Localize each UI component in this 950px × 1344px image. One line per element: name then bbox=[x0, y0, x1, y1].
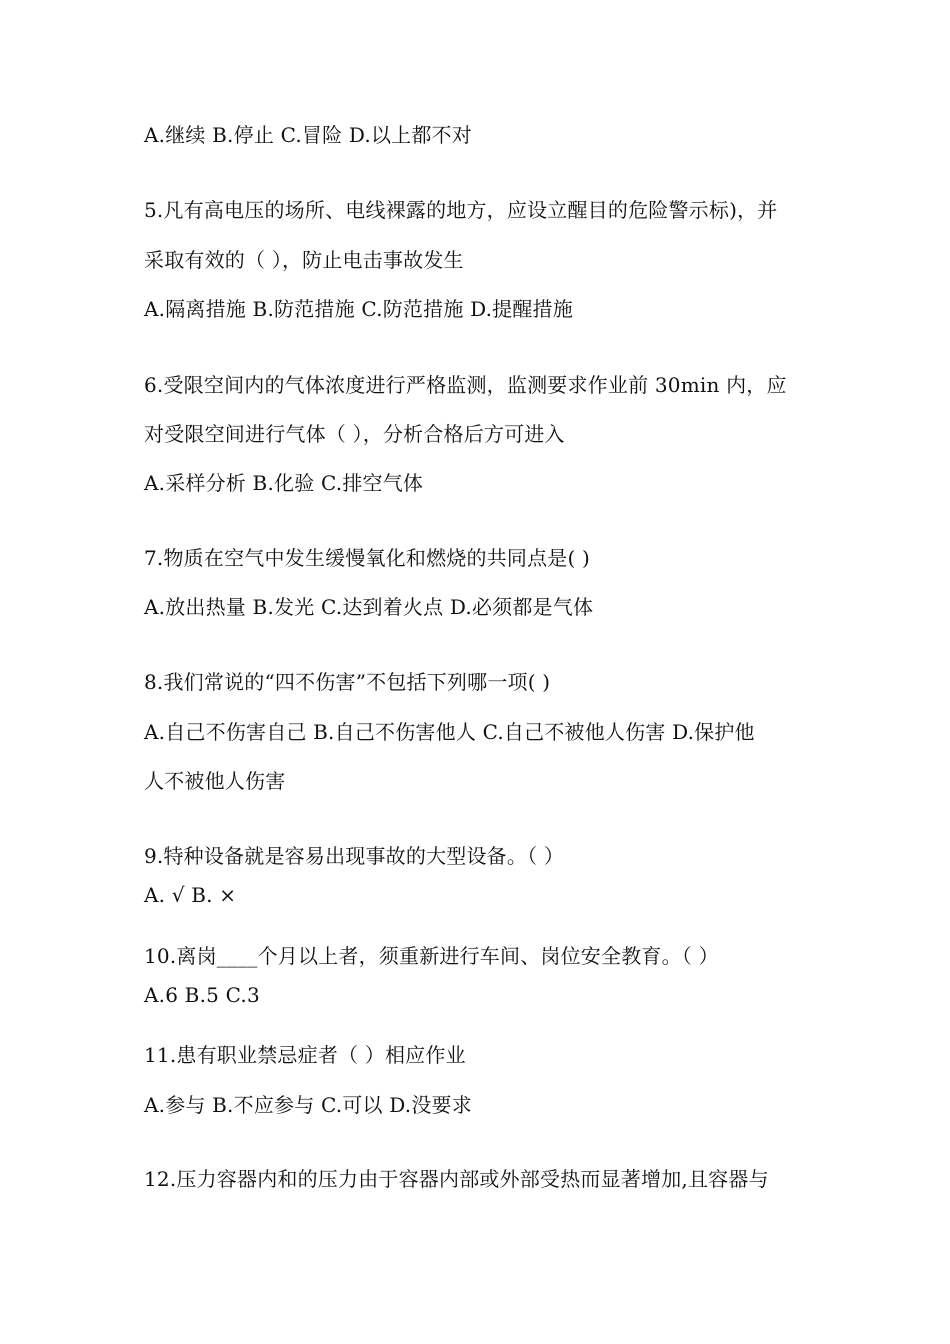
question-10-options: A.6 B.5 C.3 bbox=[144, 983, 260, 1007]
question-9-options: A. √ B. × bbox=[144, 883, 237, 907]
question-10-text: 10.离岗____个月以上者，须重新进行车间、岗位安全教育。（ ） bbox=[144, 944, 719, 968]
question-11-text: 11.患有职业禁忌症者（ ）相应作业 bbox=[144, 1043, 466, 1067]
question-5-text-line-1: 5.凡有高电压的场所、电线裸露的地方，应设立醒目的危险警示标)，并 bbox=[144, 198, 778, 222]
question-7-options: A.放出热量 B.发光 C.达到着火点 D.必须都是气体 bbox=[144, 595, 594, 619]
question-8-options-line-1: A.自己不伤害自己 B.自己不伤害他人 C.自己不被他人伤害 D.保护他 bbox=[144, 720, 755, 744]
question-8-text: 8.我们常说的“四不伤害”不包括下列哪一项( ) bbox=[144, 670, 551, 694]
question-4-options: A.继续 B.停止 C.冒险 D.以上都不对 bbox=[144, 123, 472, 147]
question-7-text: 7.物质在空气中发生缓慢氧化和燃烧的共同点是( ) bbox=[144, 546, 591, 570]
question-12-text-line-1: 12.压力容器内和的压力由于容器内部或外部受热而显著增加,且容器与 bbox=[144, 1167, 769, 1191]
question-6-options: A.采样分析 B.化验 C.排空气体 bbox=[144, 471, 424, 495]
question-5-options: A.隔离措施 B.防范措施 C.防范措施 D.提醒措施 bbox=[144, 297, 573, 321]
question-11-options: A.参与 B.不应参与 C.可以 D.没要求 bbox=[144, 1093, 472, 1117]
question-6-text-line-1: 6.受限空间内的气体浓度进行严格监测，监测要求作业前 30min 内，应 bbox=[144, 373, 787, 397]
question-5-text-line-2: 采取有效的（ ），防止电击事故发生 bbox=[144, 248, 464, 272]
question-9-text: 9.特种设备就是容易出现事故的大型设备。（ ） bbox=[144, 844, 565, 868]
question-6-text-line-2: 对受限空间进行气体（ ），分析合格后方可进入 bbox=[144, 422, 565, 446]
question-8-options-line-2: 人不被他人伤害 bbox=[144, 769, 286, 793]
